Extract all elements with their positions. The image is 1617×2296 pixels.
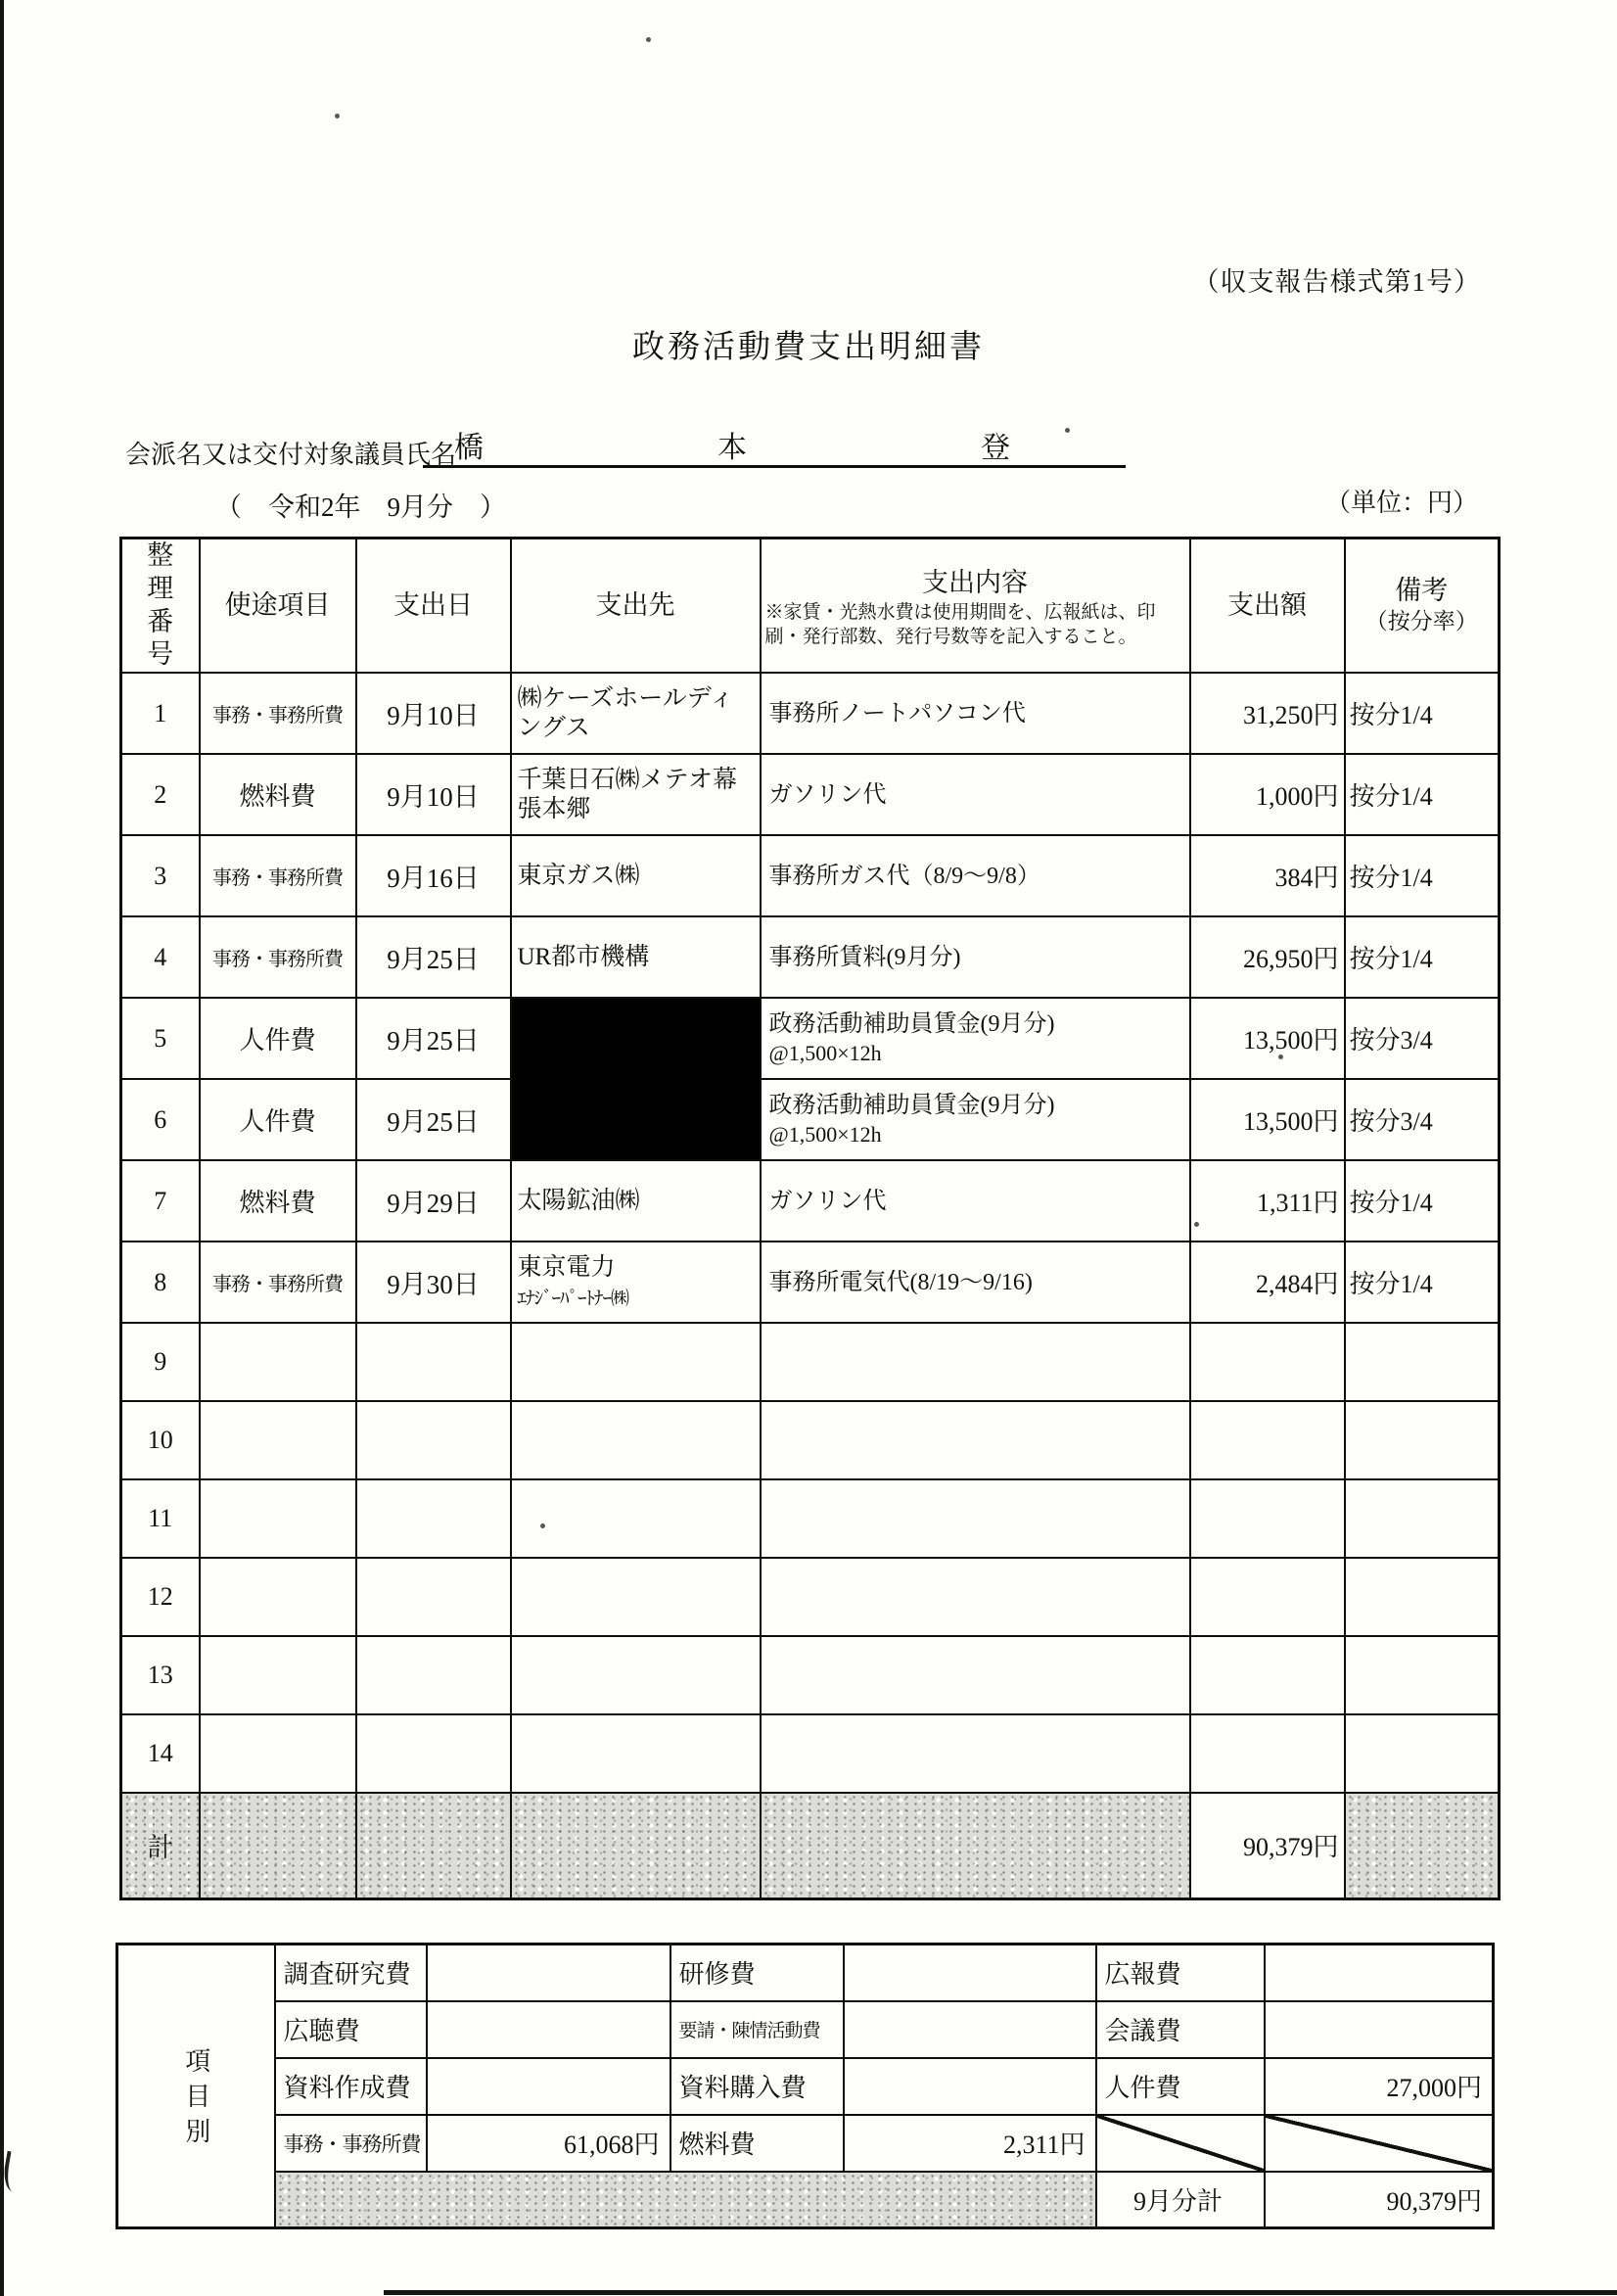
cell-empty	[356, 1558, 511, 1636]
cell-category: 事務・事務所費	[200, 835, 356, 916]
cell-no: 6	[121, 1079, 200, 1160]
cell-amount: 26,950円	[1190, 916, 1345, 998]
summary-value	[1265, 2001, 1494, 2058]
header-detail-title: 支出内容	[922, 568, 1028, 598]
summary-value	[844, 2001, 1096, 2058]
cell-payee: 東京ガス㈱	[511, 835, 761, 916]
table-row-empty	[121, 1401, 1500, 1479]
table-row-empty	[121, 1479, 1500, 1558]
cell-empty	[356, 1714, 511, 1793]
cell-detail: 事務所賃料(9月分)	[761, 916, 1190, 998]
cell-remarks: 按分1/4	[1345, 673, 1500, 754]
scan-edge-bottom	[384, 2290, 1617, 2295]
table-row	[121, 1242, 1500, 1323]
scan-noise-dot	[1194, 1222, 1199, 1227]
table-row-empty	[121, 1714, 1500, 1793]
header-payee: 支出先	[511, 539, 761, 674]
summary-row	[117, 2058, 1494, 2115]
table-row	[121, 754, 1500, 835]
summary-row	[117, 1945, 1494, 2001]
summary-label: 資料購入費	[670, 2058, 844, 2115]
header-amount: 支出額	[1190, 539, 1345, 674]
summary-row	[117, 2001, 1494, 2058]
summary-na-cell	[1265, 2115, 1494, 2172]
header-category: 使途項目	[200, 539, 356, 674]
summary-na-cell	[1096, 2115, 1265, 2172]
cell-empty	[761, 1401, 1190, 1479]
cell-detail	[761, 998, 1190, 1079]
cell-no: 1	[121, 673, 200, 754]
total-shaded-cell	[1345, 1793, 1500, 1898]
cell-category: 事務・事務所費	[200, 916, 356, 998]
cell-detail: 事務所ガス代（8/9～9/8）	[761, 835, 1190, 916]
summary-label: 広聴費	[275, 2001, 427, 2058]
header-detail-note: ※家賃・光熱水費は使用期間を、広報紙は、印刷・発行部数、発行号数等を記入すること。	[764, 602, 1156, 647]
cell-amount: 384円	[1190, 835, 1345, 916]
header-remarks-line2: （按分率）	[1364, 609, 1478, 633]
scan-noise-dot	[646, 37, 651, 42]
summary-shaded-cell	[275, 2172, 1096, 2228]
cell-empty	[200, 1323, 356, 1401]
payee-line2: ｴﾅｼﾞｰﾊﾟｰﾄﾅｰ㈱	[517, 1288, 629, 1309]
summary-total-label: 9月分計	[1096, 2172, 1265, 2228]
header-detail	[761, 539, 1190, 674]
cell-empty	[511, 1479, 761, 1558]
summary-total-value: 90,379円	[1265, 2172, 1494, 2228]
form-code: （収支報告様式第1号）	[1192, 267, 1481, 297]
scan-edge-left	[0, 0, 4, 2296]
scan-noise-dot	[1065, 428, 1070, 433]
summary-label: 事務・事務所費	[275, 2115, 427, 2172]
cell-detail: 事務所ノートパソコン代	[761, 673, 1190, 754]
cell-detail: ガソリン代	[761, 1160, 1190, 1242]
page-title: 政務活動費支出明細書	[632, 330, 985, 365]
cell-detail: ガソリン代	[761, 754, 1190, 835]
cell-payee	[511, 1242, 761, 1323]
summary-label: 調査研究費	[275, 1945, 427, 2001]
cell-amount: 1,000円	[1190, 754, 1345, 835]
cell-date: 9月16日	[356, 835, 511, 916]
cell-remarks: 按分1/4	[1345, 1242, 1500, 1323]
cell-amount: 13,500円	[1190, 998, 1345, 1079]
cell-amount: 31,250円	[1190, 673, 1345, 754]
cell-empty	[1190, 1323, 1345, 1401]
cell-payee: 太陽鉱油㈱	[511, 1160, 761, 1242]
table-row	[121, 1160, 1500, 1242]
table-row	[121, 673, 1500, 754]
summary-group-label	[117, 1945, 275, 2228]
cell-empty	[200, 1714, 356, 1793]
table-row-empty	[121, 1636, 1500, 1714]
cell-remarks: 按分1/4	[1345, 835, 1500, 916]
cell-category: 事務・事務所費	[200, 1242, 356, 1323]
name-char: 本	[717, 432, 747, 464]
summary-value: 61,068円	[427, 2115, 670, 2172]
cell-empty	[1190, 1479, 1345, 1558]
cell-empty	[356, 1323, 511, 1401]
summary-value	[427, 2001, 670, 2058]
table-row	[121, 916, 1500, 998]
cell-empty	[1345, 1636, 1500, 1714]
name-field-label: 会派名又は交付対象議員氏名	[125, 441, 457, 469]
summary-value	[844, 2058, 1096, 2115]
cell-no: 11	[121, 1479, 200, 1558]
detail-line2: @1,500×12h	[768, 1121, 882, 1147]
summary-value	[1265, 1945, 1494, 2001]
cell-no: 12	[121, 1558, 200, 1636]
name-char: 橋	[454, 432, 484, 464]
cell-empty	[511, 1323, 761, 1401]
cell-date: 9月25日	[356, 916, 511, 998]
cell-date: 9月25日	[356, 998, 511, 1079]
summary-label: 会議費	[1096, 2001, 1265, 2058]
table-row-empty	[121, 1323, 1500, 1401]
summary-value	[844, 1945, 1096, 2001]
cell-date: 9月10日	[356, 673, 511, 754]
cell-empty	[761, 1323, 1190, 1401]
cell-empty	[356, 1401, 511, 1479]
cell-detail: 事務所電気代(8/19～9/16)	[761, 1242, 1190, 1323]
cell-empty	[1190, 1714, 1345, 1793]
cell-remarks: 按分1/4	[1345, 1160, 1500, 1242]
table-total-row	[121, 1793, 1500, 1898]
expense-table	[119, 537, 1501, 1900]
cell-empty	[761, 1558, 1190, 1636]
table-row-empty	[121, 1558, 1500, 1636]
cell-payee: 千葉日石㈱メテオ幕張本郷	[511, 754, 761, 835]
cell-date: 9月29日	[356, 1160, 511, 1242]
cell-no: 5	[121, 998, 200, 1079]
cell-no: 9	[121, 1323, 200, 1401]
cell-date: 9月10日	[356, 754, 511, 835]
cell-empty	[200, 1636, 356, 1714]
name-char: 登	[981, 432, 1010, 464]
cell-payee: ㈱ケーズホールディングス	[511, 673, 761, 754]
cell-amount: 2,484円	[1190, 1242, 1345, 1323]
total-shaded-cell	[511, 1793, 761, 1898]
cell-empty	[1190, 1636, 1345, 1714]
cell-empty	[1345, 1479, 1500, 1558]
cell-remarks: 按分3/4	[1345, 1079, 1500, 1160]
cell-no: 14	[121, 1714, 200, 1793]
total-shaded-cell	[356, 1793, 511, 1898]
cell-empty	[761, 1479, 1190, 1558]
cell-category: 事務・事務所費	[200, 673, 356, 754]
cell-payee: UR都市機構	[511, 916, 761, 998]
summary-label: 要請・陳情活動費	[670, 2001, 844, 2058]
cell-empty	[200, 1558, 356, 1636]
cell-category: 燃料費	[200, 754, 356, 835]
cell-category: 人件費	[200, 998, 356, 1079]
table-row	[121, 835, 1500, 916]
cell-no: 10	[121, 1401, 200, 1479]
unit-note: （単位：円）	[1324, 489, 1478, 517]
scan-noise-dot	[1278, 1054, 1283, 1059]
header-remarks	[1345, 539, 1500, 674]
detail-line1: 政務活動補助員賃金(9月分)	[768, 1010, 1055, 1037]
cell-no: 4	[121, 916, 200, 998]
scan-corner-mark	[1, 2151, 25, 2193]
summary-label: 人件費	[1096, 2058, 1265, 2115]
cell-detail	[761, 1079, 1190, 1160]
cell-payee-redacted	[511, 998, 761, 1160]
total-label-cell: 計	[121, 1793, 200, 1898]
summary-label: 研修費	[670, 1945, 844, 2001]
cell-remarks: 按分1/4	[1345, 916, 1500, 998]
cell-date: 9月25日	[356, 1079, 511, 1160]
scan-noise-dot	[540, 1523, 545, 1528]
summary-value	[427, 1945, 670, 2001]
summary-total-row	[117, 2172, 1494, 2228]
scan-noise-dot	[335, 114, 340, 118]
cell-no: 8	[121, 1242, 200, 1323]
summary-label: 燃料費	[670, 2115, 844, 2172]
total-amount-cell: 90,379円	[1190, 1793, 1345, 1898]
cell-no: 3	[121, 835, 200, 916]
cell-no: 7	[121, 1160, 200, 1242]
table-header-row	[121, 539, 1500, 674]
summary-value: 27,000円	[1265, 2058, 1494, 2115]
cell-empty	[1345, 1323, 1500, 1401]
summary-label: 広報費	[1096, 1945, 1265, 2001]
cell-amount: 13,500円	[1190, 1079, 1345, 1160]
cell-empty	[511, 1636, 761, 1714]
cell-no: 13	[121, 1636, 200, 1714]
cell-category: 燃料費	[200, 1160, 356, 1242]
header-date: 支出日	[356, 539, 511, 674]
cell-no: 2	[121, 754, 200, 835]
cell-empty	[356, 1479, 511, 1558]
cell-empty	[1190, 1401, 1345, 1479]
cell-amount: 1,311円	[1190, 1160, 1345, 1242]
cell-empty	[761, 1714, 1190, 1793]
cell-remarks: 按分1/4	[1345, 754, 1500, 835]
cell-category: 人件費	[200, 1079, 356, 1160]
cell-empty	[200, 1479, 356, 1558]
cell-empty	[511, 1558, 761, 1636]
cell-empty	[200, 1401, 356, 1479]
summary-label: 資料作成費	[275, 2058, 427, 2115]
table-row	[121, 998, 1500, 1079]
cell-empty	[511, 1714, 761, 1793]
summary-value: 2,311円	[844, 2115, 1096, 2172]
report-period: （ 令和2年 9月分 ）	[215, 492, 506, 522]
cell-empty	[1345, 1714, 1500, 1793]
summary-group-text: 項目別	[181, 2047, 210, 2153]
summary-value	[427, 2058, 670, 2115]
cell-empty	[1345, 1401, 1500, 1479]
detail-line2: @1,500×12h	[768, 1040, 882, 1065]
cell-date: 9月30日	[356, 1242, 511, 1323]
detail-line1: 政務活動補助員賃金(9月分)	[768, 1092, 1055, 1118]
total-shaded-cell	[200, 1793, 356, 1898]
cell-empty	[1345, 1558, 1500, 1636]
table-row	[121, 1079, 1500, 1160]
category-summary-table	[116, 1943, 1495, 2229]
total-shaded-cell	[761, 1793, 1190, 1898]
cell-remarks: 按分3/4	[1345, 998, 1500, 1079]
payee-line1: 東京電力	[517, 1253, 616, 1281]
cell-empty	[761, 1636, 1190, 1714]
cell-empty	[356, 1636, 511, 1714]
member-name	[423, 423, 1126, 468]
cell-empty	[1190, 1558, 1345, 1636]
header-remarks-line1: 備考	[1395, 576, 1449, 606]
summary-row	[117, 2115, 1494, 2172]
cell-empty	[511, 1401, 761, 1479]
header-no: 整理番号	[121, 539, 200, 674]
